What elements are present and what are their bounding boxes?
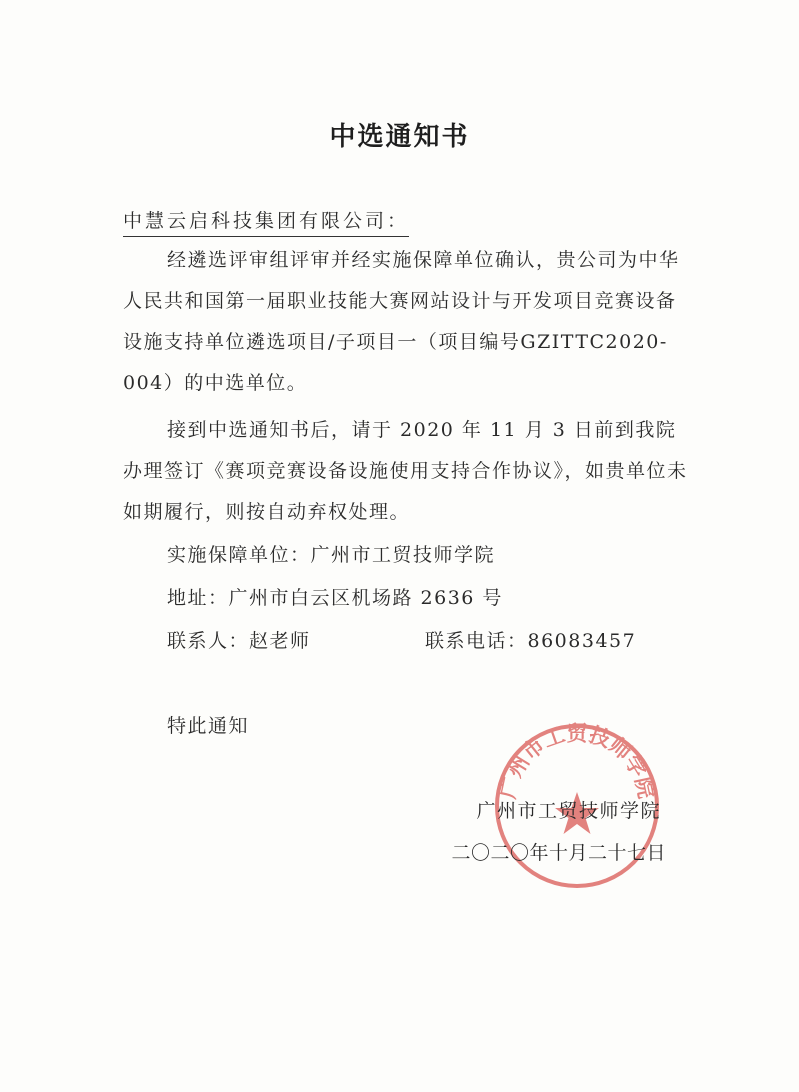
address-line: 地址：广州市白云区机场路 2636 号 xyxy=(167,587,503,609)
seal-text: 广州市工贸技师学院 xyxy=(495,722,659,801)
contact-person: 联系人：赵老师 xyxy=(167,630,311,652)
paragraph-selection xyxy=(123,240,693,404)
paragraph-instructions xyxy=(123,410,693,533)
recipient-line: 中慧云启科技集团有限公司： xyxy=(123,206,409,237)
paragraph-selection-text: 经遴选评审组评审并经实施保障单位确认，贵公司为中华人民共和国第一届职业技能大赛网站设计与开发项目竞赛设备设施支持单位遴选项目/子项目一（项目编号GZITTC2020-004）的中选单位。 xyxy=(123,249,680,394)
contact-phone: 联系电话：86083457 xyxy=(425,630,637,652)
signature-organization: 广州市工贸技师学院 xyxy=(476,800,661,822)
implementing-unit: 实施保障单位：广州市工贸技师学院 xyxy=(167,544,496,566)
signature-date: 二〇二〇年十月二十七日 xyxy=(451,842,666,864)
paragraph-instructions-text: 接到中选通知书后，请于 2020 年 11 月 3 日前到我院办理签订《赛项竞赛设备设施使用支持合作协议》，如贵单位未如期履行，则按自动弃权处理。 xyxy=(123,419,688,523)
closing-remark: 特此通知 xyxy=(167,715,250,737)
svg-text:广州市工贸技师学院 xyxy=(496,722,659,801)
document-title: 中选通知书 xyxy=(329,122,470,152)
